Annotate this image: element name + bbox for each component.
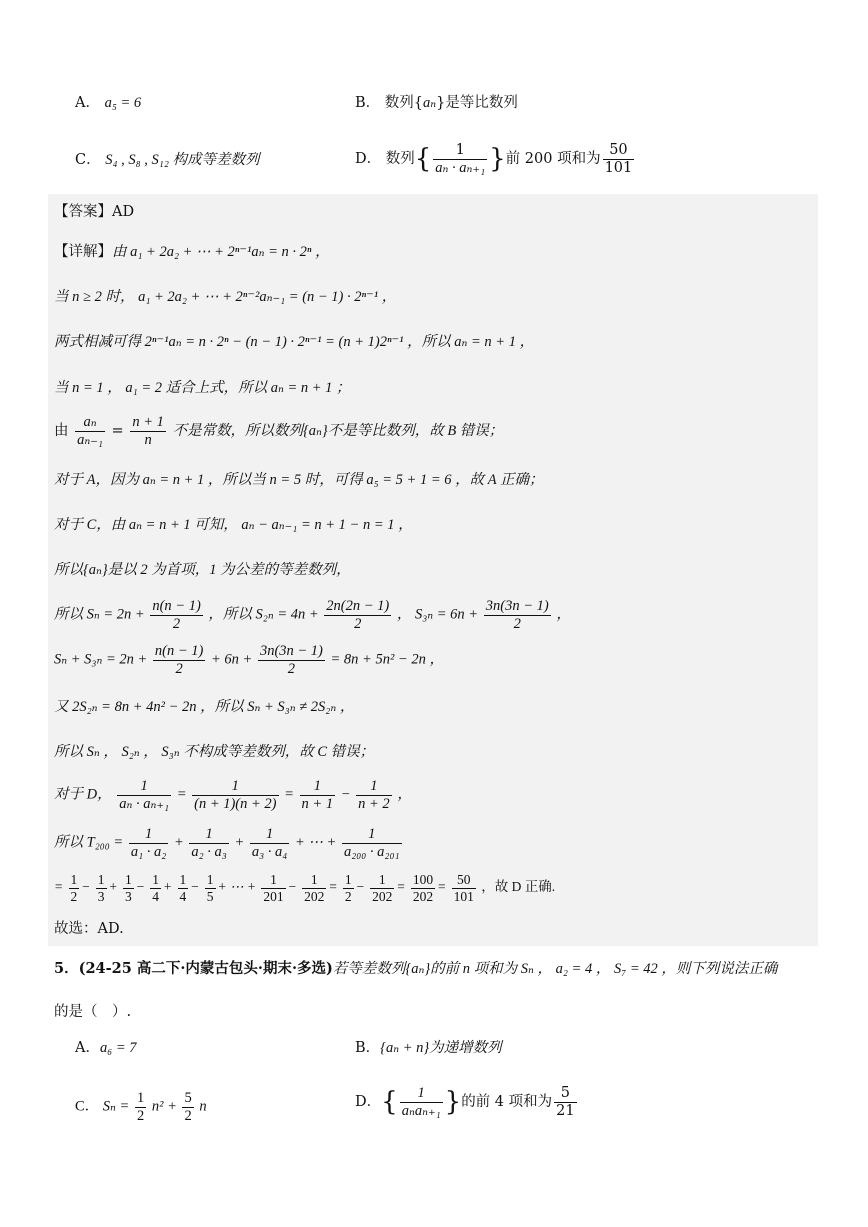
q5-option-b: B．{aₙ + n}为递增数列 [355, 1040, 502, 1056]
solution-line-1: 【详解】由 a₁ + 2a₂ + ⋯ + 2ⁿ⁻¹aₙ = n · 2ⁿ ， [54, 244, 330, 260]
final-choice: 故选：AD. [54, 921, 124, 937]
q5-source: (24-25 高二下·内蒙古包头·期末·多选) [78, 960, 333, 977]
solution-line-8: 所以{aₙ}是以 2 为首项，1 为公差的等差数列， [54, 562, 351, 578]
solution-line-11: 又 2S₂ₙ = 8n + 4n² − 2n ，所以 Sₙ + S₃ₙ ≠ 2S₂ₙ ， [54, 699, 355, 715]
q5-option-a: A．a₆ = 7 [75, 1040, 137, 1056]
answer-line: 【答案】AD [54, 204, 135, 220]
solution-line-15: = $\frac{1}{2}$ − $\frac{1}{3}$ + $\frac{1}{3}$ − $\frac{1}{4}$ + $\frac{1}{4}$ − $\frac{1}{5}$ + ⋯ + $\frac{1}{201}$ − $\frac{1}{202}$ = $\frac{1}{2}$ − $\frac{1}{202}$ = $\frac{100}{202}$ = $\frac{50}{101}$ ，故 D 正确. [54, 872, 556, 904]
solution-line-5: 由 $\frac{\text{aₙ}}{\text{aₙ₋₁}}$ = $\frac{n + 1}{n}$ 不是常数，所以数列{aₙ}不是等比数列，故 B 错误； [54, 414, 504, 448]
q4-option-a-text: a₅ = 6 [104, 95, 142, 111]
solution-line-7: 对于 C，由 aₙ = n + 1 可知， aₙ − aₙ₋₁ = n + 1 − n = 1 ， [54, 517, 413, 533]
solution-line-6: 对于 A，因为 aₙ = n + 1 ，所以当 n = 5 时，可得 a₅ = 5 + 1 = 6 ，故 A 正确； [54, 472, 544, 488]
q4-option-b: B． 数列{aₙ}是等比数列 [355, 95, 518, 111]
solution-line-12: 所以 Sₙ ， S₂ₙ ， S₃ₙ 不构成等差数列，故 C 错误； [54, 744, 375, 760]
q5-stem-2: 的是（ ）. [54, 1004, 132, 1020]
solution-line-13: 对于 D， $\frac{1}{\text{aₙ · aₙ₊₁}}$ = $\frac{1}{(n + 1)(n + 2)}$ = $\frac{1}{n + 1}$ − $\frac{1}{n + 2}$ ， [54, 778, 412, 812]
q5-stem: 5．(24-25 高二下·内蒙古包头·期末·多选)若等差数列{aₙ}的前 n 项和为 Sₙ ， a₂ = 4 ， S₇ = 42 ，则下列说法正确 [54, 960, 778, 977]
solution-line-9: 所以 Sₙ = 2n + $\frac{n(n - 1)}{2}$ ，所以 S₂ₙ = 4n + $\frac{2n(2n - 1)}{2}$ ， S₃ₙ = 6n + $\frac{3n(3n - 1)}{2}$ ， [54, 598, 571, 632]
solution-line-4: 当 n = 1 ， a₁ = 2 适合上式，所以 aₙ = n + 1 ； [54, 380, 351, 396]
q4-option-d: D． 数列{ $\frac{1}{\text{aₙ · aₙ₊₁}}$ }前 200 项和为 $\frac{50}{101}$ [355, 142, 633, 176]
q4-option-a: A． a₅ = 6 [75, 95, 142, 111]
solution-line-3: 两式相减可得 2ⁿ⁻¹aₙ = n · 2ⁿ − (n − 1) · 2ⁿ⁻¹ = (n + 1)2ⁿ⁻¹ ，所以 aₙ = n + 1 ， [54, 334, 535, 350]
solution-line-10: Sₙ + S₃ₙ = 2n + $\frac{n(n - 1)}{2}$ + 6n + $\frac{3n(3n - 1)}{2}$ = 8n + 5n² − 2n ， [54, 643, 444, 677]
solution-line-2: 当 n ≥ 2 时， a₁ + 2a₂ + ⋯ + 2ⁿ⁻²aₙ₋₁ = (n − 1) · 2ⁿ⁻¹ ， [54, 289, 397, 305]
q5-option-d: D．{ $\frac{1}{\text{aₙaₙ₊₁}}$ }的前 4 项和为 $\frac{5}{21}$ [355, 1085, 575, 1119]
q4-d-fraction: $\frac{1}{\text{aₙ · aₙ₊₁}}$ [435, 142, 486, 176]
q4-d-value: $\frac{50}{101}$ [604, 142, 633, 176]
q5-option-c: C． Sₙ = $\frac{1}{2}$ n² + $\frac{5}{2}$ n [75, 1090, 207, 1124]
q4-option-c-text: S₄ , S₈ , S₁₂ 构成等差数列 [105, 152, 260, 168]
solution-line-14: 所以 T₂₀₀ = $\frac{1}{\text{a₁ · a₂}}$ + $\frac{1}{\text{a₂ · a₃}}$ + $\frac{1}{\text{a₃ · a₄}}$ + ⋯ + $\frac{1}{\text{a₂₀₀ · a₂₀₁}}$ [54, 826, 400, 860]
q4-option-c: C． S₄ , S₈ , S₁₂ 构成等差数列 [75, 152, 260, 168]
